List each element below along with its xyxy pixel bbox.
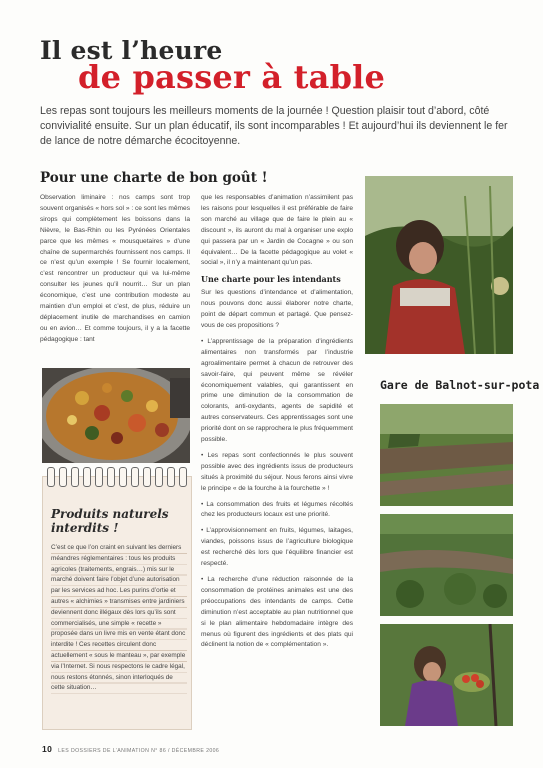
child-in-garden-photo: [365, 176, 513, 354]
sidebar-title: Produits naturels interdits !: [51, 507, 169, 535]
sidebar-notebook: [42, 476, 192, 730]
vegetable-plots-photo: [380, 404, 513, 506]
page-footer: [42, 744, 219, 754]
bullet-4: • L’approvisionnement en fruits, légumes, laitages, viandes, poissons issus de l’agriculture biologique est recherché dès lors que l’équilibre financier est respecté.: [201, 527, 353, 568]
bullet-2: • Les repas sont confectionnés le plus souvent possible avec des ingrédients issus de producteurs situés à proximité du séjour. Nous ferons ainsi vivre le principe « de la fourche à la fourchette » !: [201, 451, 353, 492]
title-line-2: de passer à table: [78, 58, 386, 96]
footer-running-text: LES DOSSIERS DE L’ANIMATION N° 86 / DÉCEMBRE 2006: [58, 748, 220, 754]
col1-paragraph: Observation liminaire : nos camps sont trop souvent organisés « hors sol » : ce sont les mêmes sirops qui complètement les boissons dans la Nièvre, le Bas-Rhin ou les Pyrénées Orientales parce que les mêmes « mousquetaires » d’une chaîne de supermarchés fournissent nos camps. Il ce n’est qu’un exemple ! Se fournir localement, c’est rencontrer un producteur qui va lui-même consulter les jeunes qu’il nourrit… Sur un plan économique, c’est une contribution modeste au maintien d’un emploi et c’est, de plus, réduire un déplacement inutile de marchandises en camion ou en avion… Et comme toujours, il y a la facette pédagogique : tant: [40, 194, 190, 343]
bullet-1: • L’apprentissage de la préparation d’ingrédients alimentaires non transformés par l’industrie agroalimentaire permet à chacun de retrouver des savoir-faire, qui peuvent même se révéler économiquement valables, qui garantissent en prime une diminution de la consommation de colorants, anti-oxydants, agents de sapidité et autres conservateurs. Ces apprentissages sont une priorité dont on se rapprochera le plus fréquemment possible.: [201, 337, 353, 444]
col2-paragraph-2: Sur les questions d’intendance et d’alimentation, nous pouvons donc aussi élaborer notre charte, point de départ commun et partagé. Que pensez-vous de ces propositions ?: [201, 289, 353, 329]
garden-beds-photo: [380, 514, 513, 616]
bullet-3: • La consommation des fruits et légumes récoltés chez les producteurs locaux est une priorité.: [201, 500, 353, 519]
page-number: 10: [42, 744, 53, 754]
intro-paragraph: Les repas sont toujours les meilleurs moments de la journée ! Question plaisir tout d’abord, côté convivialité ensuite. Sur un plan éducatif, ils sont incomparables ! Et aujourd’hui ils deviennent le fer de lance de notre démarche écocitoyenne.: [40, 105, 508, 147]
harvest-photo: [380, 624, 513, 726]
column-1: [40, 193, 190, 351]
col2-paragraph: que les responsables d’animation n’assimilent pas les raisons pour lesquelles il est préférable de faire son marché au village que de faire le plein au « discount », ils auront du mal à organiser une explo qui passera par un « Jardin de Cocagne » ou son équivalent… De la facette pédagogique au volet « social », il n’y a maintenant qu’un pas.: [201, 194, 353, 267]
section-heading: Pour une charte de bon goût !: [40, 170, 268, 186]
title-line-1: Il est l’heure: [40, 36, 223, 65]
column-2: [201, 193, 353, 656]
cooking-photo: [42, 368, 190, 463]
photo-caption: Gare de Balnot-sur-pota: [380, 378, 540, 392]
sidebar-text: C’est ce que l’on craint en suivant les derniers méandres réglementaires : tous les produits agricoles (traitements, engrais…) mis sur le marché doivent faire l’objet d’une autorisation par les services ad hoc. Les purins d’ortie et autres « alchimies » transmises entre jardiniers deviennent donc illégaux dès lors qu’ils sont commercialisés, une simple « recette » proposée dans un livre mis en vente étant donc interdite ! Ces recettes circulent donc actuellement « sous le manteau », par exemple via l’Internet. Si nous respectons le cadre légal, nous restons étonnés, sinon interloqués de cette situation…: [51, 543, 187, 694]
subheading: Une charte pour les intendants: [201, 274, 341, 285]
notebook-spiral-icon: [47, 467, 187, 487]
bullet-5: • La recherche d’une réduction raisonnée de la consommation de protéines animales est une des préoccupations des intendants de camps. Cette diminution n’est acceptable au plan nutritionnel que si le plan alimentaire hebdomadaire intègre des menus où figurent des ingrédients et des plats qui déclinent la notion de « complémentation ».: [201, 576, 353, 649]
